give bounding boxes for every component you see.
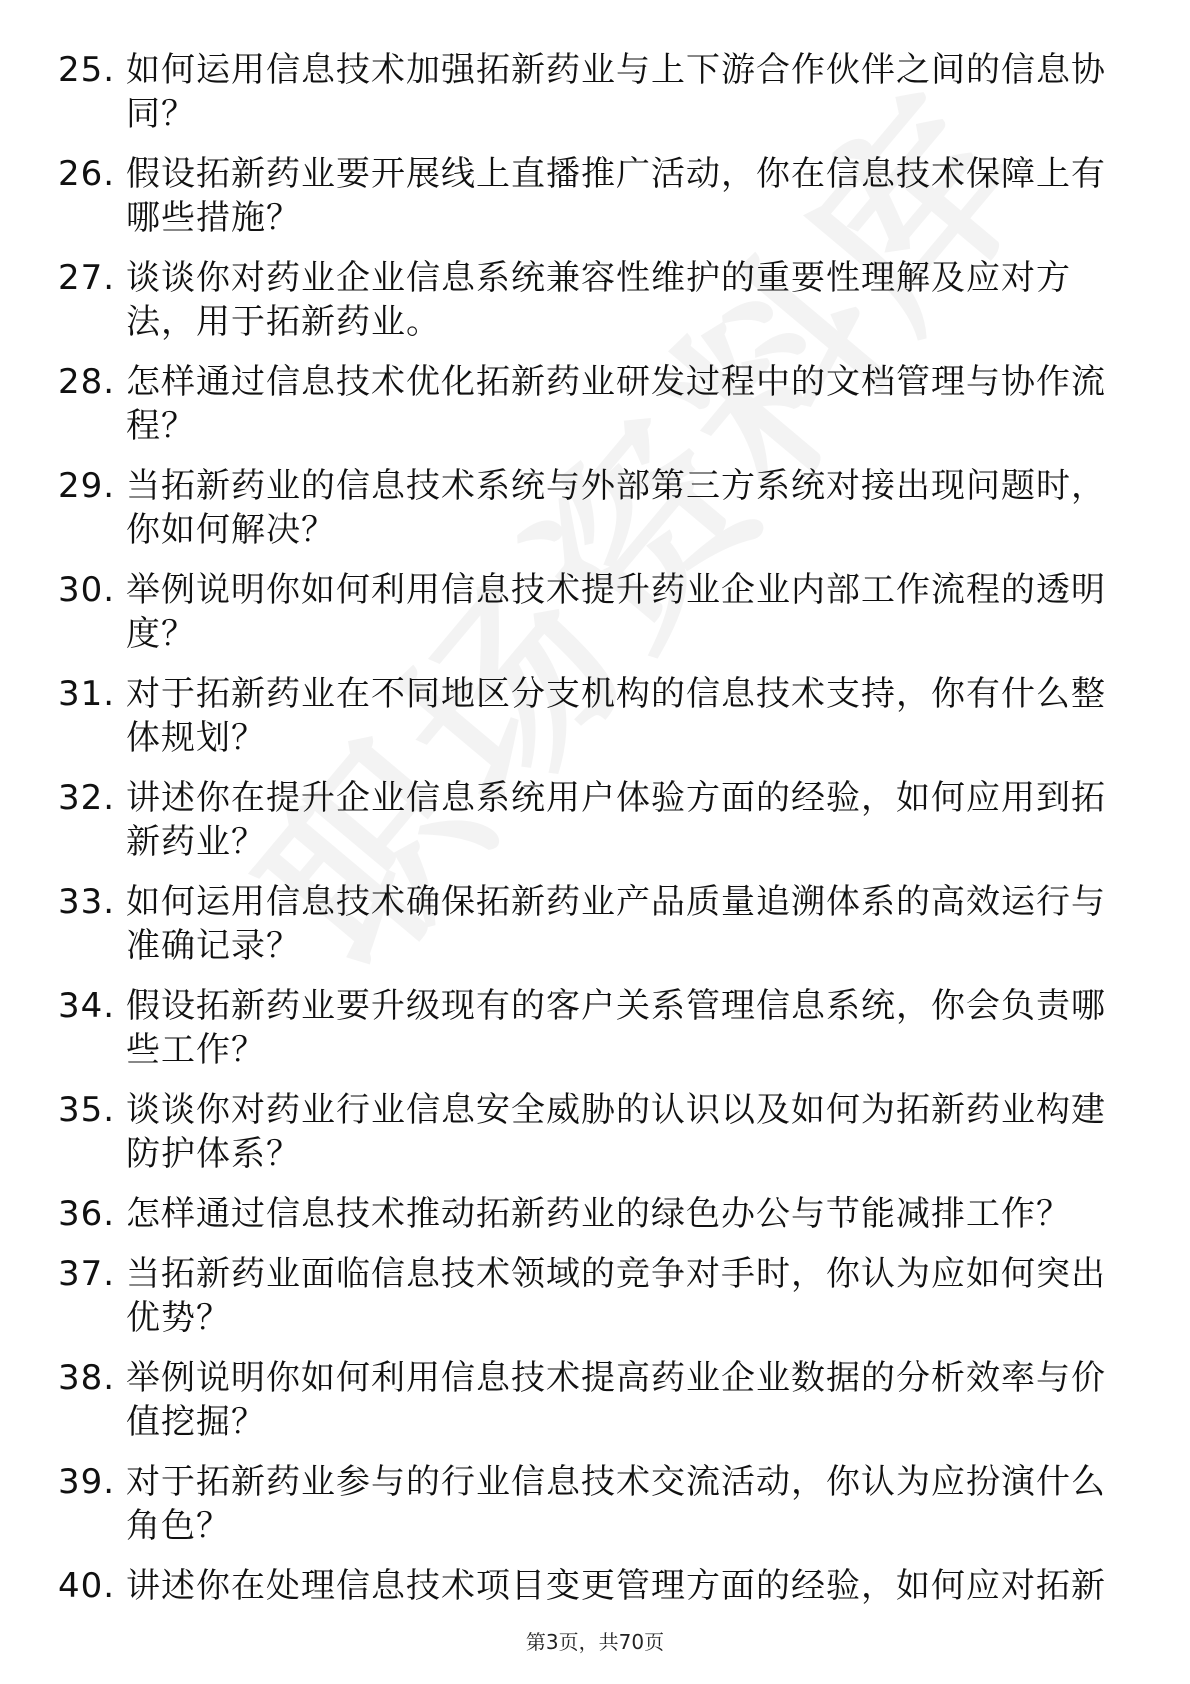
question-number: 35.	[58, 1090, 116, 1130]
question-number: 33.	[58, 882, 116, 922]
question-item	[58, 1252, 1118, 1340]
question-number: 28.	[58, 362, 116, 402]
question-text: 当拓新药业面临信息技术领域的竞争对手时，你认为应如何突出优势？	[126, 1254, 1106, 1338]
question-item	[58, 880, 1118, 968]
question-number: 38.	[58, 1358, 116, 1398]
question-number: 31.	[58, 674, 116, 714]
question-item	[58, 360, 1118, 448]
question-item	[58, 984, 1118, 1072]
question-item	[58, 1356, 1118, 1444]
page-number: 第3页，共70页	[525, 1630, 665, 1654]
question-item	[58, 256, 1118, 344]
question-item	[58, 672, 1118, 760]
question-text: 如何运用信息技术确保拓新药业产品质量追溯体系的高效运行与准确记录？	[126, 882, 1106, 966]
question-text: 举例说明你如何利用信息技术提高药业企业数据的分析效率与价值挖掘？	[126, 1358, 1106, 1442]
question-text: 怎样通过信息技术优化拓新药业研发过程中的文档管理与协作流程？	[126, 362, 1106, 446]
question-number: 39.	[58, 1462, 116, 1502]
question-text: 谈谈你对药业行业信息安全威胁的认识以及如何为拓新药业构建防护体系？	[126, 1090, 1106, 1174]
question-item	[58, 1088, 1118, 1176]
question-text: 举例说明你如何利用信息技术提升药业企业内部工作流程的透明度？	[126, 570, 1106, 654]
question-number: 32.	[58, 778, 116, 818]
question-text: 讲述你在提升企业信息系统用户体验方面的经验，如何应用到拓新药业？	[126, 778, 1106, 862]
question-number: 36.	[58, 1194, 116, 1234]
question-number: 34.	[58, 986, 116, 1026]
question-number: 30.	[58, 570, 116, 610]
question-number: 40.	[58, 1566, 116, 1606]
question-text: 对于拓新药业在不同地区分支机构的信息技术支持，你有什么整体规划？	[126, 674, 1106, 758]
question-item	[58, 464, 1118, 552]
question-number: 37.	[58, 1254, 116, 1294]
question-text: 假设拓新药业要升级现有的客户关系管理信息系统，你会负责哪些工作？	[126, 986, 1106, 1070]
question-item	[58, 152, 1118, 240]
question-list	[58, 48, 1118, 1608]
question-item	[58, 568, 1118, 656]
question-item	[58, 1564, 1118, 1608]
question-text: 假设拓新药业要开展线上直播推广活动，你在信息技术保障上有哪些措施？	[126, 154, 1106, 238]
question-number: 25.	[58, 50, 116, 90]
question-text: 当拓新药业的信息技术系统与外部第三方系统对接出现问题时，你如何解决？	[126, 466, 1106, 550]
question-number: 26.	[58, 154, 116, 194]
question-text: 讲述你在处理信息技术项目变更管理方面的经验，如何应对拓新	[126, 1566, 1106, 1606]
question-item	[58, 776, 1118, 864]
question-item	[58, 48, 1118, 136]
question-number: 27.	[58, 258, 116, 298]
question-text: 怎样通过信息技术推动拓新药业的绿色办公与节能减排工作？	[126, 1194, 1071, 1234]
question-number: 29.	[58, 466, 116, 506]
question-item	[58, 1460, 1118, 1548]
question-text: 对于拓新药业参与的行业信息技术交流活动，你认为应扮演什么角色？	[126, 1462, 1106, 1546]
question-text: 如何运用信息技术加强拓新药业与上下游合作伙伴之间的信息协同？	[126, 50, 1106, 134]
question-text: 谈谈你对药业企业信息系统兼容性维护的重要性理解及应对方法，用于拓新药业。	[126, 258, 1071, 342]
question-item	[58, 1192, 1118, 1236]
